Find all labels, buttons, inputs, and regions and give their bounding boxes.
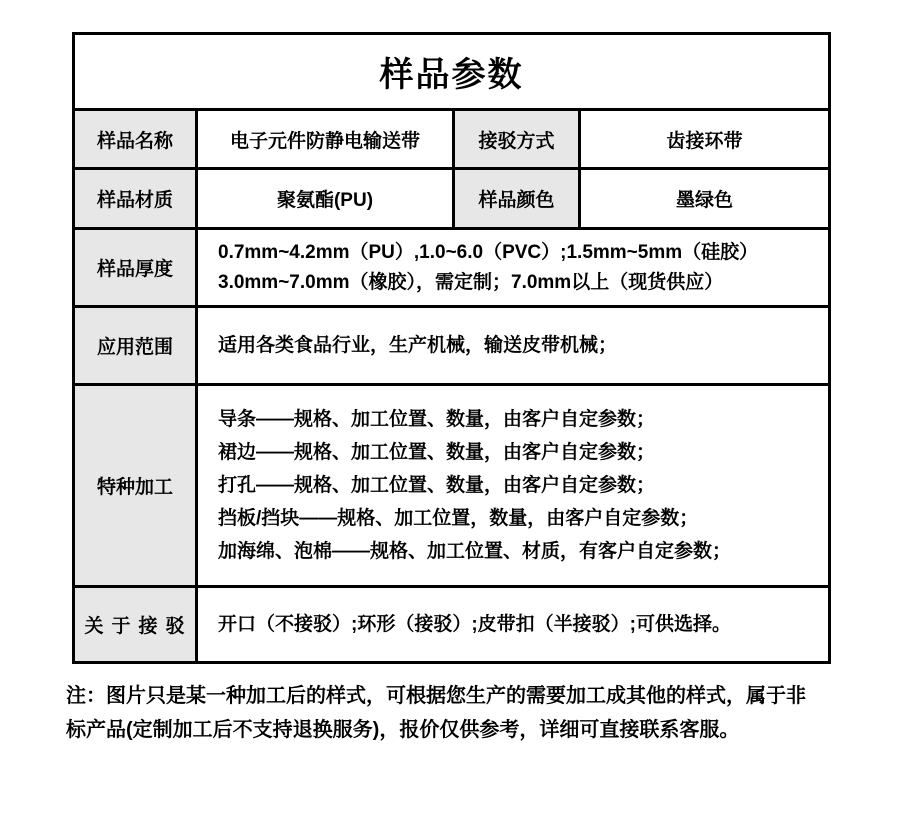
value-sample-material: 聚氨酯(PU) <box>197 169 454 229</box>
table-row <box>74 385 830 587</box>
value-joint-method: 齿接环带 <box>580 110 830 169</box>
label-about-joint: 关于接驳 <box>74 587 197 663</box>
label-sample-name: 样品名称 <box>74 110 197 169</box>
application-line: 适用各类食品行业，生产机械，输送皮带机械； <box>218 335 618 356</box>
label-application-range: 应用范围 <box>74 307 197 385</box>
special-processing-line: 打孔——规格、加工位置、数量，由客户自定参数； <box>218 475 656 496</box>
label-sample-material: 样品材质 <box>74 169 197 229</box>
table-row <box>74 587 830 663</box>
table-title-row <box>74 34 830 110</box>
value-sample-thickness <box>197 229 830 307</box>
table-row <box>74 110 830 169</box>
table-title: 样品参数 <box>74 34 830 110</box>
label-sample-thickness: 样品厚度 <box>74 229 197 307</box>
table-row <box>74 229 830 307</box>
special-processing-line: 裙边——规格、加工位置、数量，由客户自定参数； <box>218 442 656 463</box>
table-row <box>74 169 830 229</box>
thickness-line: 3.0mm~7.0mm（橡胶），需定制；7.0mm以上（现货供应） <box>218 271 724 293</box>
value-sample-color: 墨绿色 <box>580 169 830 229</box>
value-special-processing <box>197 385 830 587</box>
special-processing-line: 加海绵、泡棉——规格、加工位置、材质，有客户自定参数； <box>218 541 732 562</box>
value-sample-name: 电子元件防静电输送带 <box>197 110 454 169</box>
footnote-line: 注：图片只是某一种加工后的样式，可根据您生产的需要加工成其他的样式，属于非 <box>66 685 806 707</box>
label-sample-color: 样品颜色 <box>454 169 580 229</box>
about-joint-line: 开口（不接驳）;环形（接驳）;皮带扣（半接驳）;可供选择。 <box>218 614 731 635</box>
footnote-line: 标产品(定制加工后不支持退换服务)，报价仅供参考，详细可直接联系客服。 <box>66 719 740 741</box>
table-row <box>74 307 830 385</box>
footnote <box>66 679 866 747</box>
special-processing-line: 挡板/挡块——规格、加工位置，数量，由客户自定参数； <box>218 508 699 529</box>
value-about-joint <box>197 587 830 663</box>
label-joint-method: 接驳方式 <box>454 110 580 169</box>
spec-table <box>72 32 831 664</box>
label-special-processing: 特种加工 <box>74 385 197 587</box>
special-processing-line: 导条——规格、加工位置、数量，由客户自定参数； <box>218 409 656 430</box>
thickness-line: 0.7mm~4.2mm（PU）,1.0~6.0（PVC）;1.5mm~5mm（硅胶） <box>218 241 759 263</box>
value-application-range <box>197 307 830 385</box>
